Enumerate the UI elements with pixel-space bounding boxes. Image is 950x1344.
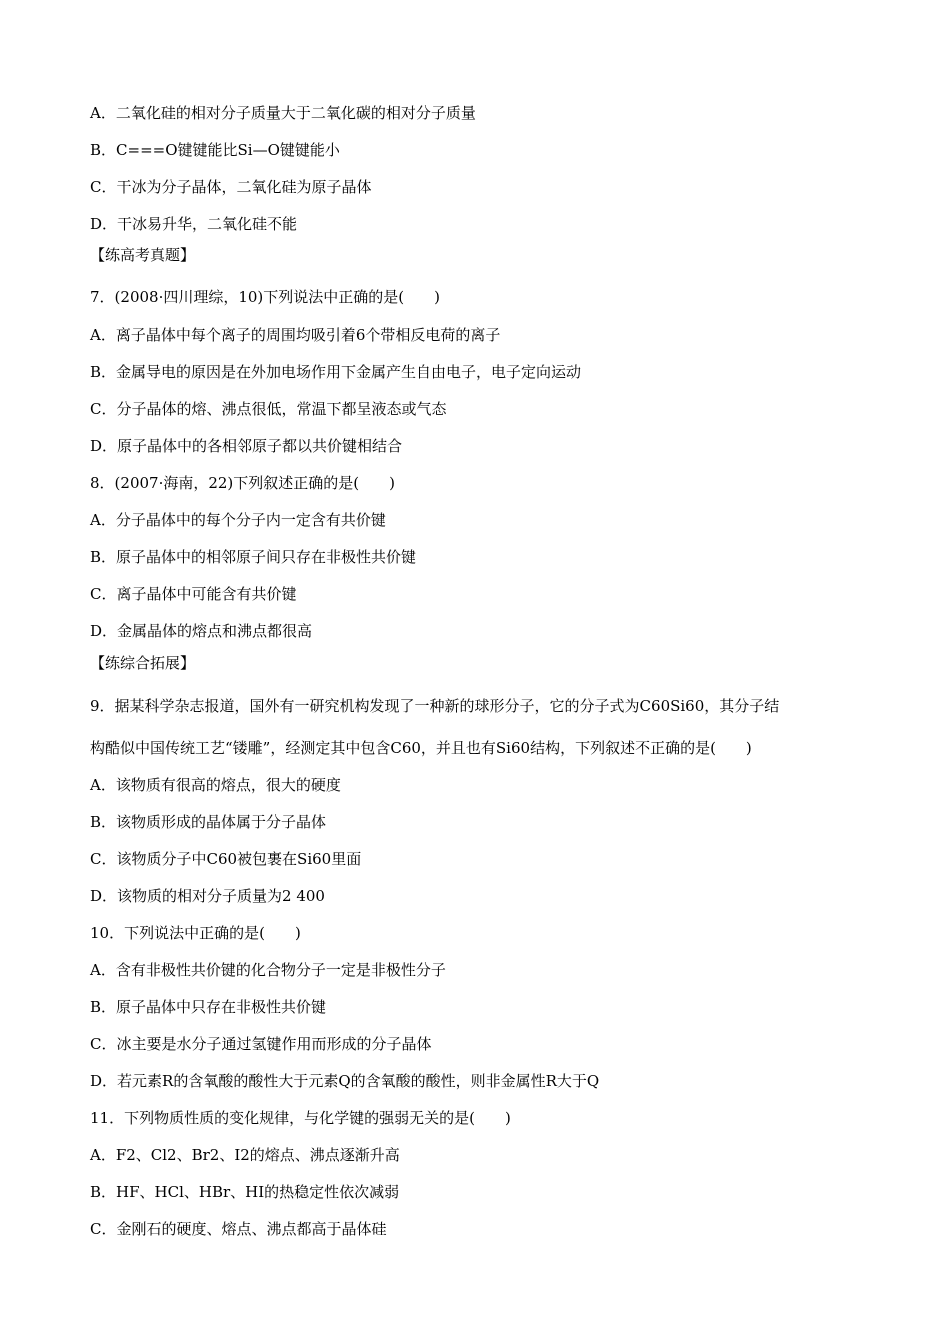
option-a-q7: A．离子晶体中每个离子的周围均吸引着6个带相反电荷的离子 [90,326,501,344]
option-d-q6: D．干冰易升华，二氧化硅不能 [90,215,298,233]
section-heading-exam: 【练高考真题】 [90,246,196,264]
option-d-q8: D．金属晶体的熔点和沸点都很高 [90,622,313,640]
option-b-q8: B．原子晶体中的相邻原子间只存在非极性共价键 [90,548,417,566]
option-b-q6: B．C===O键键能比Si—O键键能小 [90,141,340,159]
option-d-q10: D．若元素R的含氧酸的酸性大于元素Q的含氧酸的酸性，则非金属性R大于Q [90,1072,600,1090]
option-c-q11: C．金刚石的硬度、熔点、沸点都高于晶体硅 [90,1220,387,1238]
option-a-q9: A．该物质有很高的熔点，很大的硬度 [90,776,341,794]
option-d-q9: D．该物质的相对分子质量为2 400 [90,887,325,905]
question-10: 10．下列说法中正确的是( ) [90,924,301,942]
section-heading-extension: 【练综合拓展】 [90,654,196,672]
option-b-q9: B．该物质形成的晶体属于分子晶体 [90,813,327,831]
option-c-q8: C．离子晶体中可能含有共价键 [90,585,297,603]
option-c-q7: C．分子晶体的熔、沸点很低，常温下都呈液态或气态 [90,400,447,418]
option-a-q11: A．F2、Cl2、Br2、I2的熔点、沸点逐渐升高 [90,1146,400,1164]
question-11: 11．下列物质性质的变化规律，与化学键的强弱无关的是( ) [90,1109,511,1127]
question-8: 8．(2007·海南，22)下列叙述正确的是( ) [90,474,395,492]
option-c-q6: C．干冰为分子晶体，二氧化硅为原子晶体 [90,178,372,196]
question-7: 7．(2008·四川理综，10)下列说法中正确的是( ) [90,288,440,306]
option-d-q7: D．原子晶体中的各相邻原子都以共价键相结合 [90,437,403,455]
question-9-line-1: 9．据某科学杂志报道，国外有一研究机构发现了一种新的球形分子，它的分子式为C60Si60，其分子结 [90,697,780,715]
option-a-q10: A．含有非极性共价键的化合物分子一定是非极性分子 [90,961,446,979]
option-c-q10: C．冰主要是水分子通过氢键作用而形成的分子晶体 [90,1035,432,1053]
option-b-q7: B．金属导电的原因是在外加电场作用下金属产生自由电子，电子定向运动 [90,363,582,381]
option-a-q6: A．二氧化硅的相对分子质量大于二氧化碳的相对分子质量 [90,104,476,122]
option-a-q8: A．分子晶体中的每个分子内一定含有共价键 [90,511,386,529]
question-9-line-2: 构酷似中国传统工艺“镂雕”，经测定其中包含C60，并且也有Si60结构，下列叙述不正确的是( ) [90,739,752,757]
option-b-q10: B．原子晶体中只存在非极性共价键 [90,998,327,1016]
option-b-q11: B．HF、HCl、HBr、HI的热稳定性依次减弱 [90,1183,400,1201]
option-c-q9: C．该物质分子中C60被包裹在Si60里面 [90,850,362,868]
